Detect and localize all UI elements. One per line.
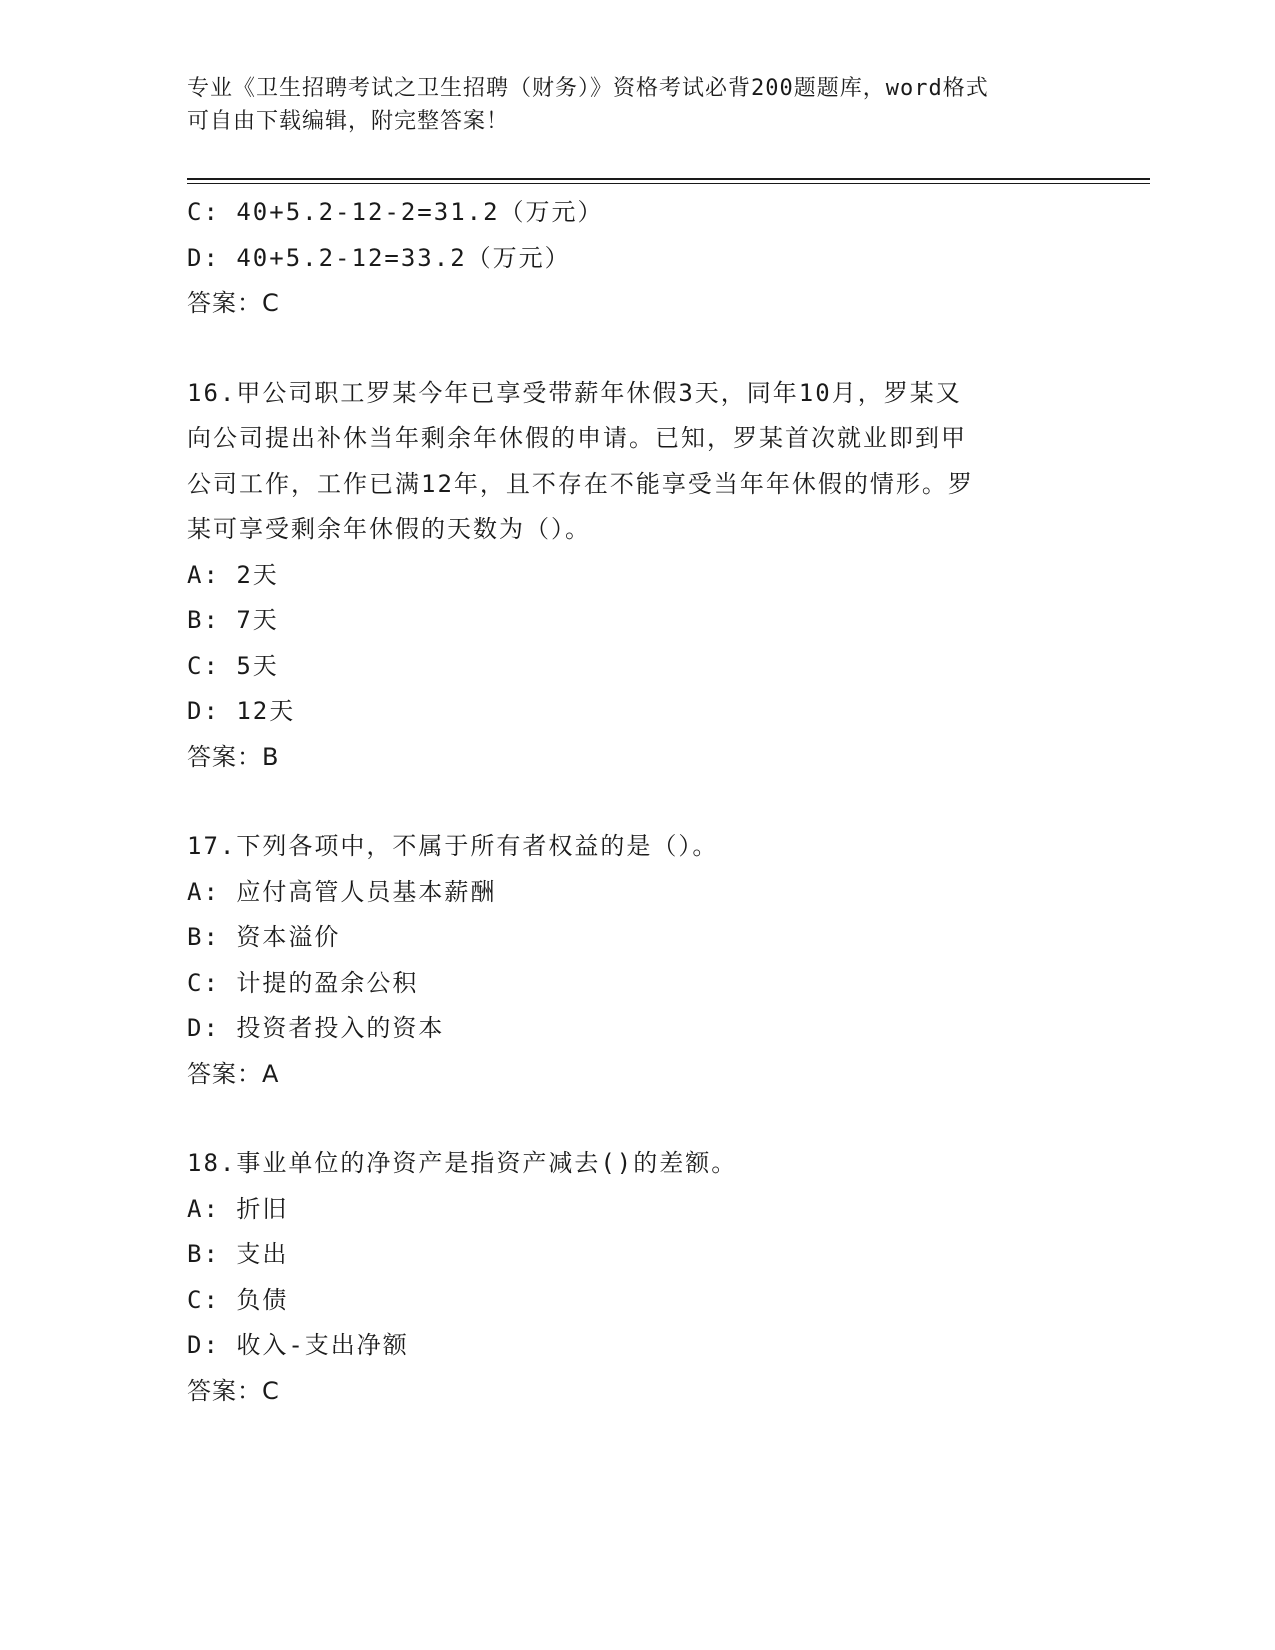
question-content — [187, 190, 1087, 1414]
question-16 — [187, 371, 1087, 781]
header-rule-thin — [187, 183, 1150, 184]
option-letter: A — [187, 560, 204, 589]
question-18 — [187, 1141, 1087, 1414]
option-row — [187, 689, 1087, 735]
option-text: 40+5.2-12-2=31.2（万元） — [236, 198, 604, 226]
option-letter: C — [187, 651, 204, 680]
option-letter: D — [187, 243, 204, 272]
option-row — [187, 236, 1087, 282]
option-letter: B — [187, 606, 204, 634]
option-row — [187, 915, 1087, 961]
option-letter: D — [187, 1014, 204, 1042]
option-row — [187, 1323, 1087, 1369]
option-text: 投资者投入的资本 — [236, 1014, 445, 1042]
option-text: 折旧 — [236, 1194, 289, 1223]
option-text: 40+5.2-12=33.2（万元） — [236, 243, 571, 272]
option-separator: : — [203, 651, 237, 680]
header-line-2: 可自由下载编辑，附完整答案！ — [187, 109, 510, 134]
option-letter: C — [187, 198, 204, 226]
answer-line: 答案：B — [187, 742, 280, 771]
option-row — [187, 644, 1087, 690]
option-separator: : — [203, 1014, 237, 1042]
option-row — [187, 870, 1087, 916]
question-fragment — [187, 190, 1087, 327]
option-separator: : — [203, 1240, 237, 1268]
header-rule-thick — [187, 178, 1150, 180]
option-letter: A — [187, 877, 204, 906]
option-letter: A — [187, 1194, 204, 1223]
option-letter: C — [187, 968, 204, 997]
option-row — [187, 598, 1087, 644]
question-stem-line: 公司工作，工作已满12年，且不存在不能享受当年年休假的情形。罗 — [187, 469, 974, 498]
option-row — [187, 1278, 1087, 1324]
option-text: 2天 — [236, 560, 279, 589]
option-text: 5天 — [236, 651, 279, 680]
option-text: 资本溢价 — [236, 923, 341, 951]
option-separator: : — [203, 560, 237, 589]
option-text: 7天 — [236, 606, 279, 634]
option-text: 计提的盈余公积 — [236, 968, 419, 997]
option-text: 支出 — [236, 1240, 289, 1268]
option-separator: : — [203, 1285, 237, 1314]
question-stem-line: 18.事业单位的净资产是指资产减去()的差额。 — [187, 1149, 738, 1177]
option-separator: : — [203, 697, 237, 725]
option-letter: B — [187, 923, 204, 951]
option-separator: : — [203, 1331, 237, 1359]
option-row — [187, 190, 1087, 236]
question-17 — [187, 824, 1087, 1097]
question-stem-line: 向公司提出补休当年剩余年休假的申请。已知，罗某首次就业即到甲 — [187, 424, 967, 452]
option-text: 12天 — [236, 697, 296, 725]
option-text: 应付高管人员基本薪酬 — [236, 877, 497, 906]
option-separator: : — [203, 1194, 237, 1223]
option-separator: : — [203, 606, 237, 634]
option-row — [187, 553, 1087, 599]
answer-line: 答案：C — [187, 1376, 280, 1405]
option-row — [187, 1006, 1087, 1052]
option-separator: : — [203, 968, 237, 997]
option-separator: : — [203, 198, 237, 226]
question-stem-line: 某可享受剩余年休假的天数为（）。 — [187, 515, 591, 543]
option-text: 收入-支出净额 — [236, 1331, 409, 1359]
option-letter: D — [187, 1331, 204, 1359]
option-row — [187, 1232, 1087, 1278]
answer-line: 答案：A — [187, 1059, 280, 1088]
option-separator: : — [203, 877, 237, 906]
header-line-1: 专业《卫生招聘考试之卫生招聘（财务）》资格考试必背200题题库，word格式 — [187, 76, 989, 101]
option-separator: : — [203, 923, 237, 951]
option-text: 负债 — [236, 1285, 289, 1314]
option-letter: C — [187, 1285, 204, 1314]
answer-line: 答案：C — [187, 289, 280, 317]
question-stem-line: 17.下列各项中，不属于所有者权益的是（）。 — [187, 832, 719, 860]
document-header — [187, 72, 1067, 138]
option-letter: D — [187, 697, 204, 725]
option-row — [187, 961, 1087, 1007]
option-letter: B — [187, 1240, 204, 1268]
option-row — [187, 1187, 1087, 1233]
question-stem-line: 16.甲公司职工罗某今年已享受带薪年休假3天，同年10月，罗某又 — [187, 378, 962, 407]
option-separator: : — [203, 243, 237, 272]
